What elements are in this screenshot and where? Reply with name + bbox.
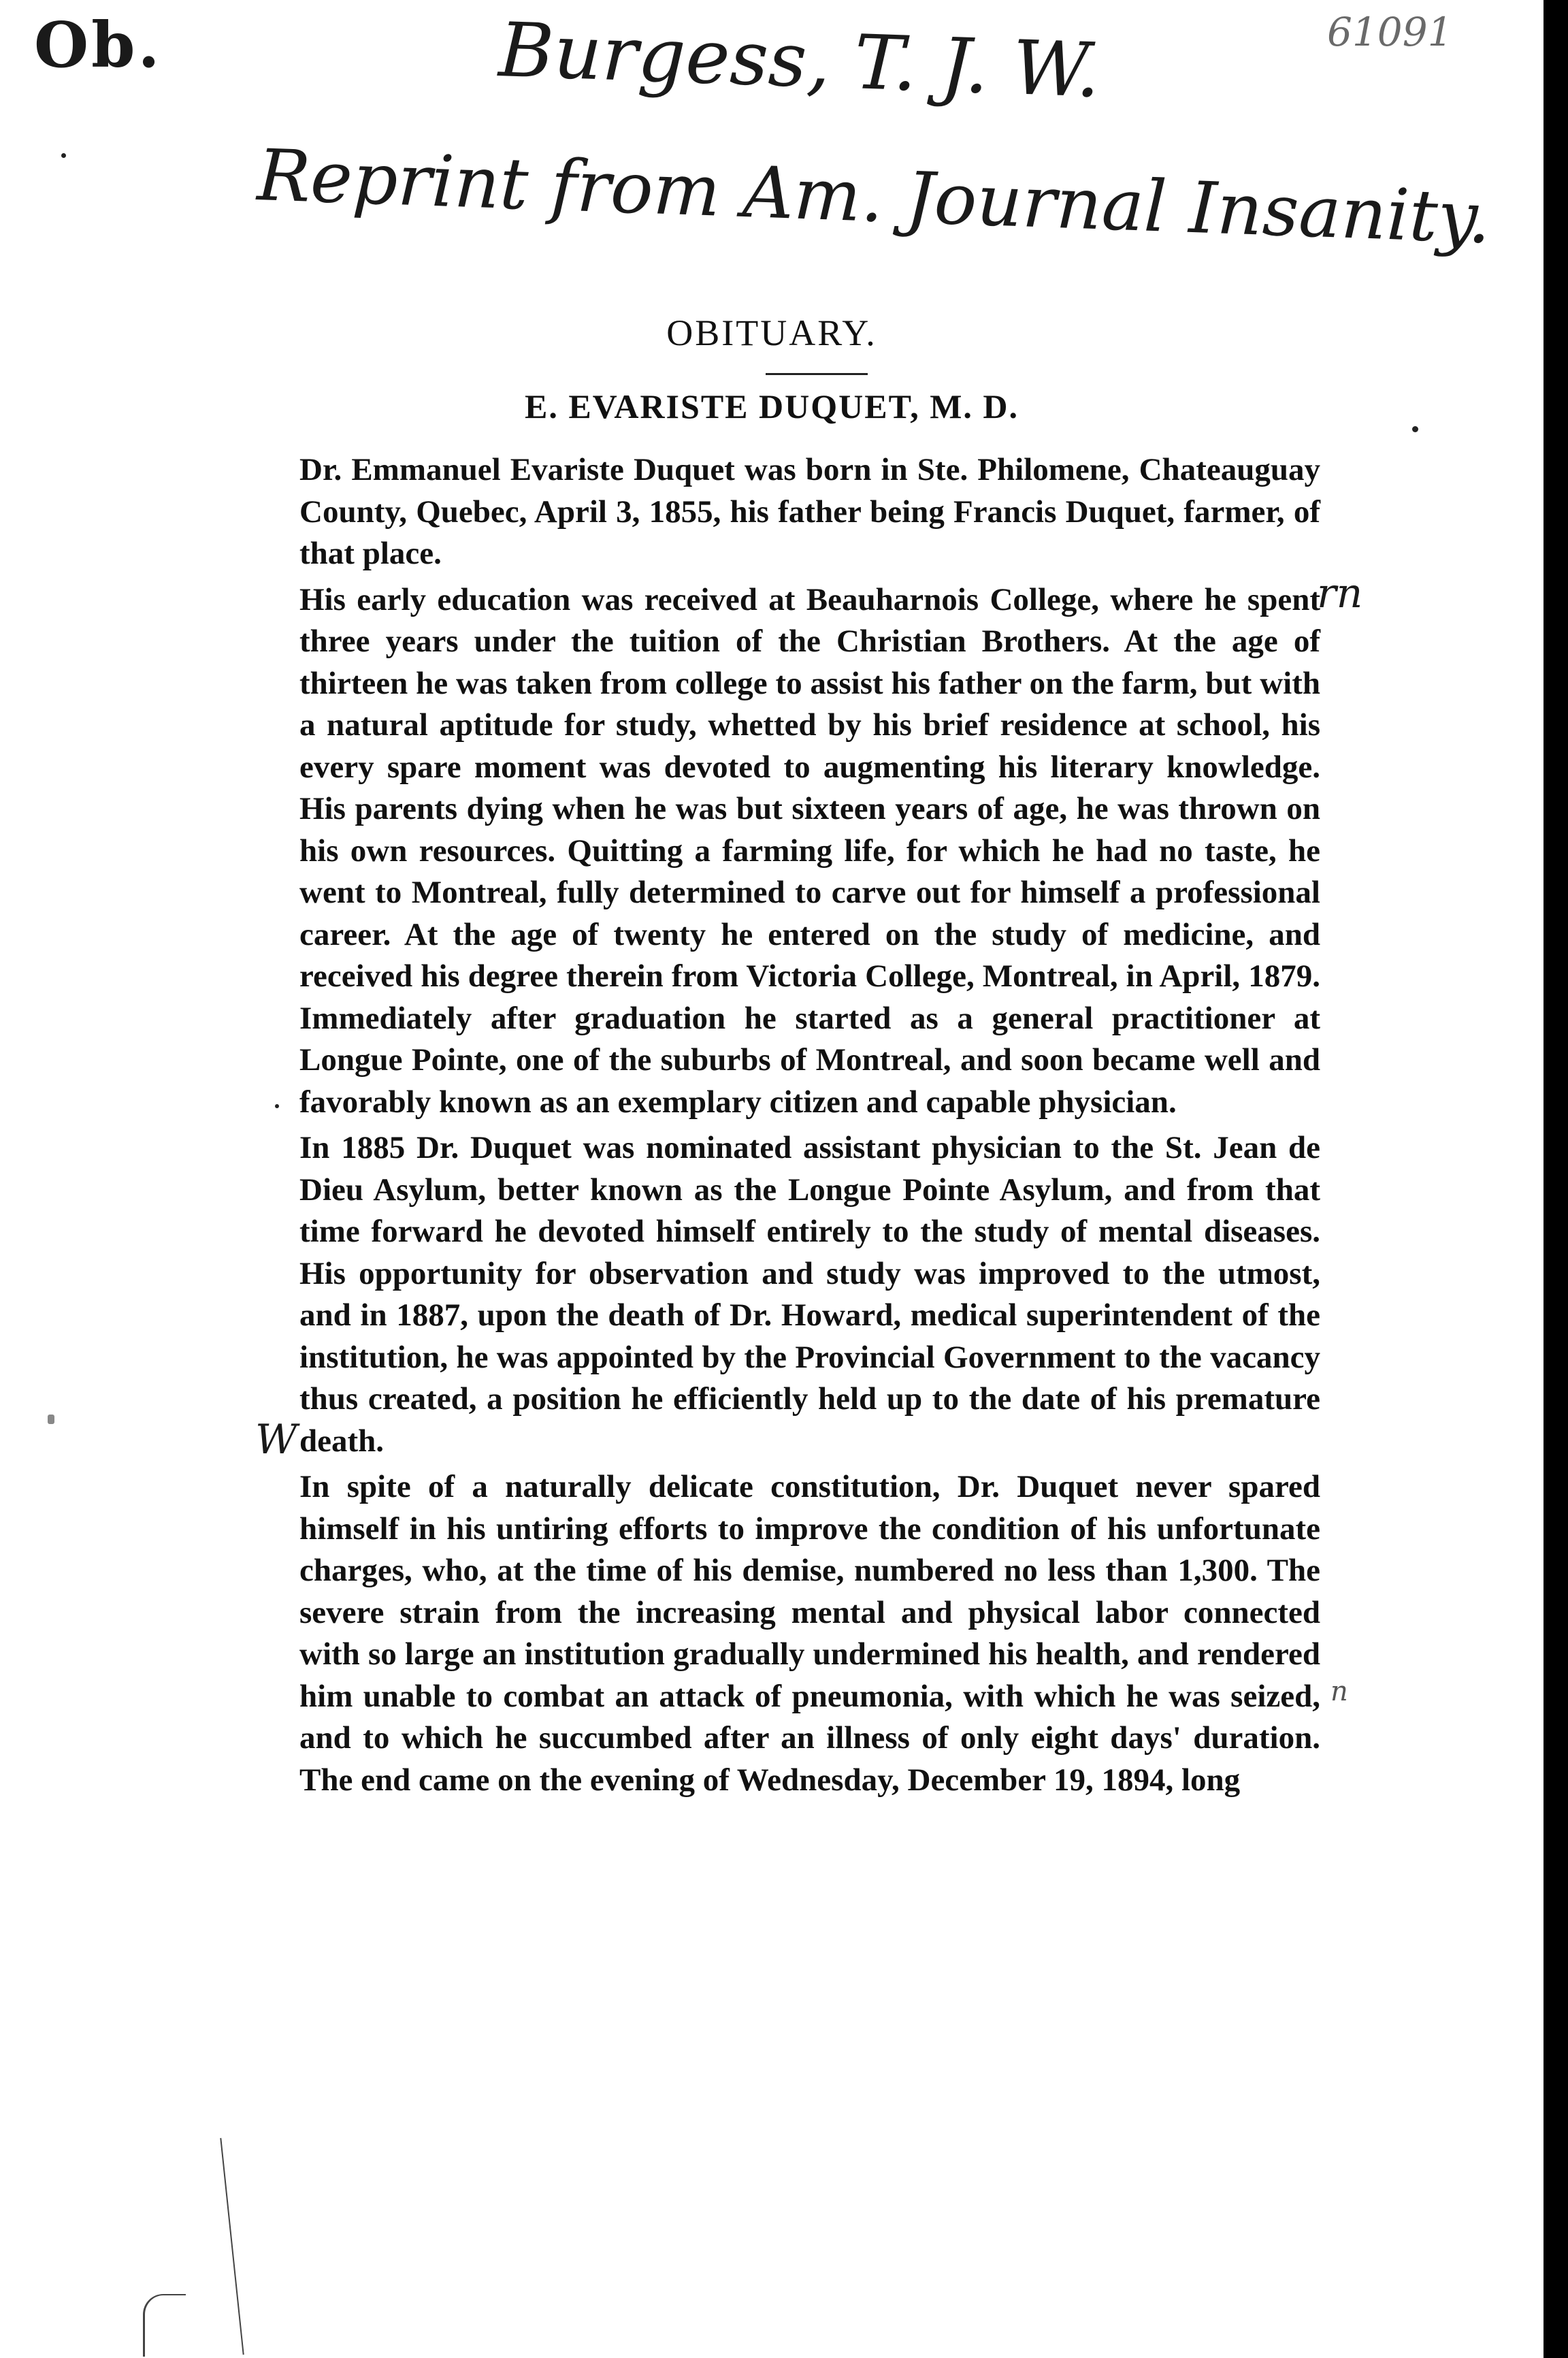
margin-note: n <box>1330 1676 1348 1707</box>
margin-note: rn <box>1317 570 1363 617</box>
ink-speck <box>48 1415 54 1424</box>
paragraph: His early education was received at Beauharnois College, where he spent three years under the tuition of the Christian Brothers. At the age of thirteen he was taken from college to assist his father on the farm, but with a natural aptitude for study, whetted by his brief residence at school, his every spare moment was devoted to augmenting his literary knowledge. His parents dying when he was but sixteen years of age, he was thrown on his own resources. Quitting a farming life, for which he had no taste, he went to Montreal, fully determined to carve out for himself a professional career. At the age of twenty he entered on the study of medicine, and received his degree therein from Victoria College, Montreal, in April, 1879. Immediately after graduation he started as a general practitioner at Longue Pointe, one of the suburbs of Montreal, and soon became well and favorably known as an exemplary citizen and capable physician. <box>299 581 1320 1120</box>
handwritten-author: Burgess, T. J. W. <box>497 6 1102 114</box>
handwritten-catalog-number: 61091 <box>1327 9 1453 55</box>
title-divider <box>766 373 868 375</box>
ink-speck <box>61 153 66 158</box>
paragraph: In spite of a naturally delicate constitution, Dr. Duquet never spared himself in his untiring efforts to improve the condition of his unfortunate charges, who, at the time of his demise, numbered no less than 1,300. The severe strain from the increasing mental and physical labor connected with so large an institution gradually undermined his health, and rendered him unable to combat an attack of pneumonia, with which he was seized, and to which he succumbed after an illness of only eight days' duration. The end came on the evening of Wednesday, December 19, 1894, long <box>299 1469 1320 1798</box>
article-body <box>299 449 1320 1801</box>
handwritten-call-number: Ob. <box>34 8 163 82</box>
ink-speck <box>1412 426 1418 432</box>
paper-fold-mark <box>143 2294 186 2357</box>
paragraph: In 1885 Dr. Duquet was nominated assistant physician to the St. Jean de Dieu Asylum, better known as the Longue Pointe Asylum, and from that time forward he devoted himself entirely to the study of mental diseases. His opportunity for observation and study was improved to the utmost, and in 1887, upon the death of Dr. Howard, medical superintendent of the institution, he was appointed by the Provincial Government to the vacancy thus created, a position he efficiently held up to the date of his premature death. <box>299 1130 1320 1459</box>
ink-speck <box>275 1104 279 1108</box>
paper-crease-line <box>220 2138 244 2355</box>
page-title: OBITUARY. <box>666 312 877 353</box>
handwritten-source-note: Reprint from Am. Journal Insanity. <box>256 133 1492 260</box>
margin-note: W <box>255 1416 297 1464</box>
article-subtitle: E. EVARISTE DUQUET, M. D. <box>524 387 1019 425</box>
paragraph: Dr. Emmanuel Evariste Duquet was born in Ste. Philomene, Chateauguay County, Quebec, April 3, 1855, his father being Francis Duquet, farmer, of that place. <box>299 452 1320 571</box>
